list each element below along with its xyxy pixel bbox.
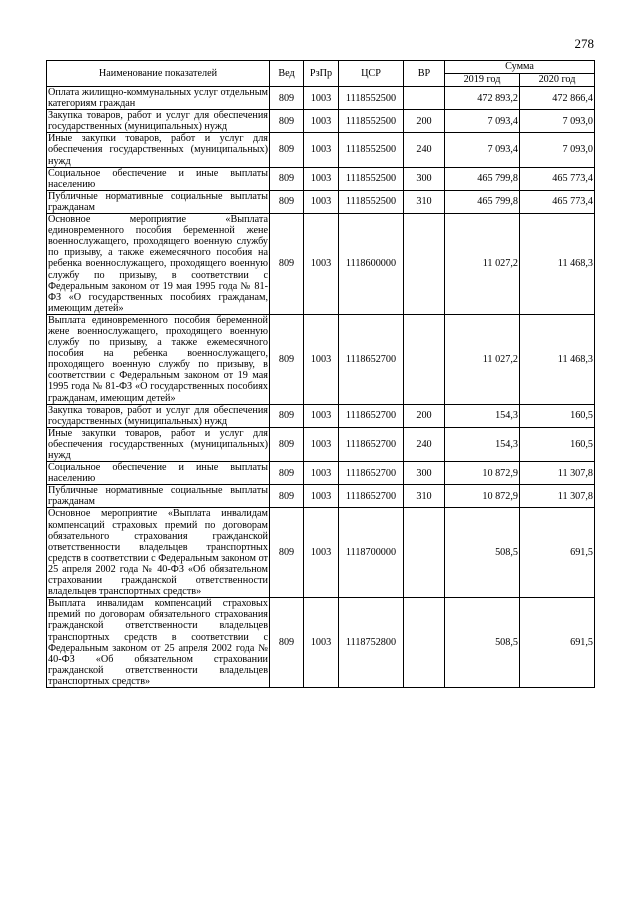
- row-vr: 310: [404, 190, 445, 213]
- row-ved: 809: [270, 462, 304, 485]
- table-row: [47, 87, 595, 110]
- row-sum-2020: 7 093,0: [520, 110, 595, 133]
- row-sum-2020: 691,5: [520, 598, 595, 688]
- table-row: [47, 404, 595, 427]
- row-ved: 809: [270, 485, 304, 508]
- row-csr: 1118552500: [339, 167, 404, 190]
- row-ved: 809: [270, 214, 304, 315]
- row-sum-2020: 7 093,0: [520, 133, 595, 167]
- table-row: [47, 190, 595, 213]
- row-sum-2019: 472 893,2: [445, 87, 520, 110]
- row-vr: 300: [404, 167, 445, 190]
- table-row: [47, 598, 595, 688]
- row-rzpr: 1003: [304, 598, 339, 688]
- row-name: Закупка товаров, работ и услуг для обеспечения государственных (муниципальных) нужд: [48, 110, 268, 133]
- row-rzpr: 1003: [304, 404, 339, 427]
- row-csr: 1118652700: [339, 404, 404, 427]
- row-ved: 809: [270, 598, 304, 688]
- header-sum: Сумма: [445, 61, 595, 74]
- header-rzpr: РзПр: [304, 61, 339, 87]
- row-name: Основное мероприятие «Выплата инвалидам компенсаций страховых премий по договорам обязательного страхования гражданской ответственности владельцев транспортных средств в соответствии с Федеральным законом от 25 апреля 2002 года № 40-ФЗ «Об обязательном страховании гражданской ответственности владельцев транспортных средств»: [48, 508, 268, 598]
- row-ved: 809: [270, 508, 304, 598]
- row-csr: 1118552500: [339, 133, 404, 167]
- table-row: [47, 214, 595, 315]
- row-csr: 1118552500: [339, 110, 404, 133]
- row-name: Закупка товаров, работ и услуг для обеспечения государственных (муниципальных) нужд: [48, 404, 268, 427]
- table-header-row: [47, 61, 595, 74]
- table-row: [47, 133, 595, 167]
- row-rzpr: 1003: [304, 314, 339, 404]
- table-row: [47, 314, 595, 404]
- table-row: [47, 508, 595, 598]
- row-sum-2019: 154,3: [445, 404, 520, 427]
- row-sum-2019: 465 799,8: [445, 190, 520, 213]
- header-year-2019: 2019 год: [445, 74, 520, 87]
- row-rzpr: 1003: [304, 427, 339, 461]
- table-body: [47, 87, 595, 688]
- row-ved: 809: [270, 87, 304, 110]
- table-row: [47, 427, 595, 461]
- row-vr: [404, 87, 445, 110]
- row-vr: 240: [404, 427, 445, 461]
- header-csr: ЦСР: [339, 61, 404, 87]
- row-sum-2020: 11 307,8: [520, 485, 595, 508]
- row-rzpr: 1003: [304, 485, 339, 508]
- row-name: Социальное обеспечение и иные выплаты населению: [48, 462, 268, 485]
- row-vr: [404, 598, 445, 688]
- row-rzpr: 1003: [304, 133, 339, 167]
- row-sum-2019: 10 872,9: [445, 485, 520, 508]
- row-sum-2019: 11 027,2: [445, 314, 520, 404]
- row-ved: 809: [270, 167, 304, 190]
- row-name: Оплата жилищно-коммунальных услуг отдельным категориям граждан: [48, 87, 268, 110]
- row-vr: 240: [404, 133, 445, 167]
- row-name: Выплата единовременного пособия беременной жене военнослужащего, проходящего военную службу по призыву, а также ежемесячного пособия на ребенка военнослужащего, проходящего военную службу по призыву, в соответствии с Федеральным законом от 19 мая 1995 года № 81-ФЗ «О государственных пособиях гражданам, имеющим детей»: [48, 314, 268, 404]
- row-vr: 300: [404, 462, 445, 485]
- row-vr: [404, 508, 445, 598]
- row-name: Публичные нормативные социальные выплаты гражданам: [48, 485, 268, 508]
- row-csr: 1118752800: [339, 598, 404, 688]
- row-sum-2019: 465 799,8: [445, 167, 520, 190]
- row-sum-2019: 508,5: [445, 598, 520, 688]
- row-sum-2019: 10 872,9: [445, 462, 520, 485]
- row-vr: [404, 214, 445, 315]
- row-sum-2019: 508,5: [445, 508, 520, 598]
- row-rzpr: 1003: [304, 190, 339, 213]
- row-csr: 1118652700: [339, 462, 404, 485]
- budget-table: [46, 60, 595, 688]
- table-row: [47, 462, 595, 485]
- row-ved: 809: [270, 404, 304, 427]
- row-csr: 1118652700: [339, 314, 404, 404]
- row-ved: 809: [270, 314, 304, 404]
- row-name: Публичные нормативные социальные выплаты гражданам: [48, 190, 268, 213]
- row-vr: 310: [404, 485, 445, 508]
- row-csr: 1118552500: [339, 190, 404, 213]
- row-sum-2020: 160,5: [520, 404, 595, 427]
- row-name: Социальное обеспечение и иные выплаты населению: [48, 167, 268, 190]
- row-sum-2020: 160,5: [520, 427, 595, 461]
- row-ved: 809: [270, 427, 304, 461]
- table-row: [47, 485, 595, 508]
- row-csr: 1118652700: [339, 427, 404, 461]
- row-csr: 1118700000: [339, 508, 404, 598]
- row-sum-2019: 154,3: [445, 427, 520, 461]
- row-rzpr: 1003: [304, 214, 339, 315]
- row-csr: 1118652700: [339, 485, 404, 508]
- row-sum-2020: 465 773,4: [520, 167, 595, 190]
- row-sum-2020: 465 773,4: [520, 190, 595, 213]
- row-ved: 809: [270, 133, 304, 167]
- row-rzpr: 1003: [304, 167, 339, 190]
- row-ved: 809: [270, 190, 304, 213]
- row-rzpr: 1003: [304, 87, 339, 110]
- header-year-2020: 2020 год: [520, 74, 595, 87]
- row-vr: 200: [404, 404, 445, 427]
- header-vr: ВР: [404, 61, 445, 87]
- header-ved: Вед: [270, 61, 304, 87]
- row-csr: 1118600000: [339, 214, 404, 315]
- row-name: Иные закупки товаров, работ и услуг для обеспечения государственных (муниципальных) нужд: [48, 133, 268, 167]
- row-name: Выплата инвалидам компенсаций страховых премий по договорам обязательного страхования гражданской ответственности владельцев транспортных средств в соответствии с Федеральным законом от 25 апреля 2002 года № 40-ФЗ «Об обязательном страховании гражданской ответственности владельцев транспортных средств»: [48, 598, 268, 687]
- row-sum-2019: 11 027,2: [445, 214, 520, 315]
- row-rzpr: 1003: [304, 508, 339, 598]
- row-sum-2020: 11 468,3: [520, 314, 595, 404]
- row-name: Основное мероприятие «Выплата единовременного пособия беременной жене военнослужащего, проходящего военную службу по призыву, а также ежемесячного пособия на ребенка военнослужащего, проходящего военную службу по призыву, в соответствии с Федеральным законом от 19 мая 1995 года № 81-ФЗ «О государственных пособиях гражданам, имеющим детей»: [48, 214, 268, 314]
- row-ved: 809: [270, 110, 304, 133]
- row-sum-2020: 472 866,4: [520, 87, 595, 110]
- table-row: [47, 167, 595, 190]
- row-sum-2020: 11 307,8: [520, 462, 595, 485]
- row-vr: 200: [404, 110, 445, 133]
- row-sum-2019: 7 093,4: [445, 110, 520, 133]
- page-number: 278: [574, 36, 594, 51]
- row-sum-2019: 7 093,4: [445, 133, 520, 167]
- table-row: [47, 110, 595, 133]
- row-vr: [404, 314, 445, 404]
- row-csr: 1118552500: [339, 87, 404, 110]
- row-sum-2020: 691,5: [520, 508, 595, 598]
- row-name: Иные закупки товаров, работ и услуг для обеспечения государственных (муниципальных) нужд: [48, 427, 268, 461]
- header-name: Наименование показателей: [47, 61, 270, 87]
- row-sum-2020: 11 468,3: [520, 214, 595, 315]
- row-rzpr: 1003: [304, 110, 339, 133]
- row-rzpr: 1003: [304, 462, 339, 485]
